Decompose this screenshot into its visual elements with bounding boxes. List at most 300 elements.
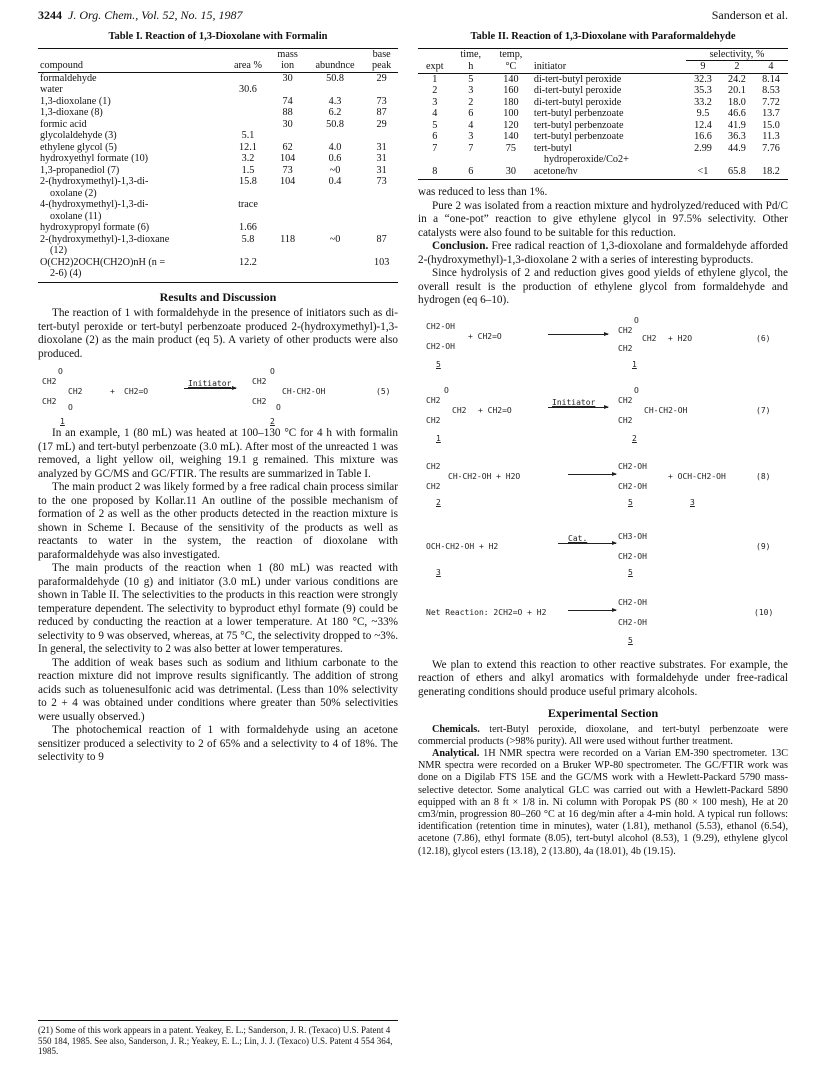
table-cell: 16.6 [694, 131, 712, 142]
table-row [38, 96, 398, 108]
eq6-ring-ch2-c: CH2 [618, 343, 633, 353]
table-cell: 7.72 [762, 96, 780, 108]
table-cell: 4 [468, 119, 474, 131]
table-cell: 5.1 [241, 130, 255, 141]
table-cell: 4 [432, 108, 438, 119]
eq7-product: CH-CH2-OH [644, 405, 688, 415]
table-cell: 88 [282, 107, 293, 118]
table-cell [270, 188, 304, 200]
table-row [418, 120, 788, 132]
results-paragraph-4: The main products of the reaction when 1 (80 mL) was reacted with paraformaldehyde (10 g) and initiator (3.0 mL) under various conditions are shown in Table II. The selectivities to the products in this reaction were strongly temperature dependent. The selectivity to byproduct ethyl formate (9) could be reduced by conducting the reaction at a lower temperature. At 180 °C, ~33% selectivity to 9 was observed, whereas, at 75 °C, the selectivity dropped to ~3%. In general, the selectivity to 2 was also better at lower temperatures. [38, 562, 398, 655]
table-cell: 12.2 [239, 256, 257, 268]
table-cell: 15.0 [762, 119, 780, 131]
table2-head-cell: expt [418, 61, 452, 74]
table-cell: 5 [468, 73, 474, 85]
table-cell [225, 268, 270, 282]
table-cell [270, 257, 304, 269]
table-cell: water [40, 84, 63, 95]
table-cell [452, 154, 490, 166]
eq7-ring-ch2-a: CH2 [426, 395, 441, 405]
table-cell [305, 188, 366, 200]
table-cell [305, 268, 366, 282]
table1-head-top-cell: base [365, 48, 398, 60]
eq5-product: CH-CH2-OH [282, 387, 326, 396]
table-cell [305, 257, 366, 269]
table-cell: 7.76 [762, 142, 780, 154]
table1-head-cell: abundnce [305, 60, 366, 72]
eq6-formaldehyde: + CH2=O [468, 331, 502, 341]
table-cell: 30 [282, 118, 293, 130]
eq6-label: (6) [756, 333, 771, 343]
table-cell: 4-(hydroxymethyl)-1,3-di- [40, 199, 149, 210]
table-cell: 2-(hydroxymethyl)-1,3-dioxane [40, 233, 170, 245]
table2-header-top [418, 48, 788, 61]
results-paragraph-6: The photochemical reaction of 1 with formaldehyde using an acetone sensitizer produced a selectivity to 2 of 65% and a selectivity to 4 of 18%. The selectivity to 9 [38, 724, 398, 763]
eq9-arrow [558, 543, 616, 544]
table-cell: 74 [282, 95, 293, 107]
conclusion-text: Free radical reaction of 1,3-dioxolane and formaldehyde afforded 2-(hydroxymethyl)-1,3-dioxolane 2 with a series of interesting byproducts. [418, 240, 788, 266]
table-cell: acetone/hν [532, 166, 686, 180]
table1 [38, 48, 398, 283]
table-cell: 1.66 [239, 222, 257, 233]
table-cell: 31 [376, 164, 387, 176]
table-cell: 31 [376, 141, 387, 153]
results-paragraph-1: The reaction of 1 with formaldehyde in the presence of initiators such as di-tert-butyl peroxide or tert-butyl perbenzoate produced 2-(hydroxymethyl)-1,3-dioxolane (2) as the main product (eq 5). A variety of other products were also produced. [38, 307, 398, 360]
table-cell: 20.1 [728, 85, 746, 96]
table-row [418, 108, 788, 120]
eq8-num-3: 3 [690, 497, 695, 507]
table-cell: 46.6 [728, 108, 746, 119]
chemicals-label: Chemicals. [432, 723, 480, 735]
table-cell: 103 [374, 256, 390, 268]
journal-name: J. Org. Chem., [68, 8, 139, 22]
table-cell: ~0 [329, 164, 341, 176]
table-cell [225, 119, 270, 131]
table-cell [270, 268, 304, 282]
table-cell: 50.8 [326, 118, 344, 130]
right-column [418, 30, 788, 858]
table-row [38, 107, 398, 119]
table1-header [38, 60, 398, 72]
eq7-ring-ch2-b: CH2 [452, 405, 467, 415]
table-cell: 3 [432, 96, 438, 108]
eq7-prod-o: O [634, 385, 639, 395]
eq5-label: (5) [376, 387, 391, 396]
table-cell [490, 154, 532, 166]
eq7-num-2: 2 [632, 433, 637, 443]
results-heading: Results and Discussion [159, 289, 277, 304]
table-cell: 65.8 [720, 166, 754, 180]
results-paragraph-2: In an example, 1 (80 mL) was heated at 100–130 °C for 4 h with formalin (17 mL) and tert-butyl perbenzoate (3.0 mL). After most of the unreacted 1 was removed, a light yellow oil, weighing 19.1 g remained. This mixture was analyzed by GC/MS and GC/FTIR. The results are summarized in Table I. [38, 427, 398, 480]
table-cell: 18.2 [754, 166, 788, 180]
table-cell: tert-butyl perbenzoate [533, 108, 624, 119]
eq10-label: (10) [754, 607, 774, 617]
equation-5 [38, 361, 398, 427]
table-cell: tert-butyl [533, 142, 572, 154]
table-cell: 62 [282, 141, 293, 153]
table2-head-temp: temp, [490, 48, 532, 61]
conclusion-label: Conclusion. [432, 240, 489, 252]
table-cell: 6 [452, 166, 490, 180]
table-cell: 2-(hydroxymethyl)-1,3-di- [40, 176, 149, 187]
running-authors: Sanderson et al. [711, 8, 788, 22]
table-cell: 3.2 [241, 153, 255, 164]
table2-head-time: time, [452, 48, 490, 61]
table-cell: 180 [503, 96, 519, 108]
table-cell [365, 245, 398, 257]
table-cell: 75 [505, 142, 516, 154]
table-cell: 4.3 [328, 95, 342, 107]
table-cell [225, 96, 270, 108]
eq6-ch2oh-a: CH2-OH [426, 321, 455, 331]
table-cell: 9.5 [696, 108, 710, 119]
eq5-ring-ch2-a: CH2 [42, 377, 57, 386]
table-cell: 100 [503, 108, 519, 119]
table-cell: hydroperoxide/Co2+ [543, 154, 629, 165]
eq5-formaldehyde: CH2=O [124, 387, 149, 396]
eq6-ring-ch2-a: CH2 [618, 325, 633, 335]
table1-head-top-cell [305, 48, 366, 60]
table2-body [418, 73, 788, 180]
eq8-ch2oh-a: CH2-OH [618, 461, 647, 471]
table-cell [418, 154, 452, 166]
table-cell: 140 [503, 131, 519, 142]
eq10-net-reaction: Net Reaction: 2CH2=O + H2 [426, 607, 547, 617]
eq5-prod-ch2-b: CH2 [252, 397, 267, 406]
table2-head-cell: 4 [754, 61, 788, 74]
table-row [38, 130, 398, 142]
table2-head-cell: 9 [686, 61, 720, 74]
table-cell: oxolane (11) [50, 210, 102, 222]
right-paragraph-1: was reduced to less than 1%. [418, 186, 548, 198]
eq7-initiator-label: Initiator [552, 397, 596, 407]
table-cell: 3 [468, 131, 474, 142]
table-cell: 6 [468, 108, 474, 119]
table2-selectivity-group: selectivity, % [686, 48, 788, 61]
eq5-ring-ch2-c: CH2 [42, 397, 57, 406]
table-cell: (12) [50, 245, 67, 256]
table-cell [365, 211, 398, 223]
table-cell: 0.4 [328, 176, 342, 187]
table-row [38, 268, 398, 282]
table-cell: 5.8 [241, 233, 255, 245]
table-cell [225, 188, 270, 200]
table-cell: 36.3 [728, 131, 746, 142]
table-cell: O(CH2)2OCH(CH2O)nH (n = [40, 256, 166, 268]
table-cell: 35.3 [694, 85, 712, 96]
table-cell [305, 245, 366, 257]
right-paragraph-4: Since hydrolysis of 2 and reduction gives good yields of ethylene glycol, the overall result is the production of ethylene glycol from formaldehyde and hydrogen (eq 6–10). [418, 267, 788, 306]
table-cell: hydroxyethyl formate (10) [40, 153, 149, 164]
table-cell: 6.2 [328, 107, 342, 118]
table-cell [305, 84, 366, 96]
eq6-arrow [548, 334, 608, 335]
table-cell [270, 211, 304, 223]
table-cell: 6 [432, 131, 438, 142]
eq9-reactant: OCH-CH2-OH + H2 [426, 541, 499, 551]
eq10-num-5: 5 [628, 635, 633, 645]
table-cell: 2 [468, 96, 474, 108]
eq7-prod-ch2-a: CH2 [618, 395, 633, 405]
eq8-ring-ch2-a: CH2 [426, 461, 441, 471]
table1-caption: Table I. Reaction of 1,3-Dioxolane with Formalin [108, 31, 328, 42]
eq8-ch2oh-b: CH2-OH [618, 481, 647, 491]
table-cell: di-tert-butyl peroxide [533, 85, 622, 96]
table-cell [270, 84, 304, 96]
eq6-num-5: 5 [436, 359, 441, 369]
table-cell: 33.2 [694, 96, 712, 108]
table-cell: 50.8 [326, 72, 344, 84]
table-cell: 73 [376, 176, 387, 187]
experimental-heading: Experimental Section [547, 706, 659, 720]
table2-head-cell: initiator [532, 61, 686, 74]
table-cell: 7 [468, 142, 474, 154]
table-row [418, 73, 788, 85]
eq8-label: (8) [756, 471, 771, 481]
eq10-ch2oh-a: CH2-OH [618, 597, 647, 607]
table-cell: 140 [503, 73, 519, 85]
eq9-num-5: 5 [628, 567, 633, 577]
table1-head-cell: compound [38, 60, 225, 72]
table-row [38, 142, 398, 154]
table2-header [418, 61, 788, 74]
eq5-num-2: 2 [270, 417, 275, 426]
table-cell: 104 [279, 153, 296, 164]
table-cell: 13.7 [762, 108, 780, 119]
table-row [38, 153, 398, 165]
table-cell: tert-butyl perbenzoate [533, 131, 624, 142]
table-row [418, 131, 788, 143]
table-cell: 8.14 [762, 73, 780, 85]
table-cell: 41.9 [728, 119, 746, 131]
table-cell [365, 130, 398, 142]
table-cell: 1,3-propanediol (7) [40, 164, 120, 176]
eq5-prod-o2: O [276, 403, 281, 412]
eq6-ring-o: O [634, 315, 639, 325]
table-row [38, 165, 398, 177]
table-cell [305, 211, 366, 223]
eq5-arrow [184, 388, 236, 389]
eq5-ring-o2: O [68, 403, 73, 412]
table-cell [305, 130, 366, 142]
table-cell: 7 [432, 142, 438, 154]
table-row [38, 176, 398, 188]
table-cell: 44.9 [728, 142, 746, 154]
right-paragraph-5: We plan to extend this reaction to other reactive substrates. For example, the reaction of ethers and alkyl aromatics with formaldehyde under free-radical generating conditions should produce useful primary alcohols. [418, 658, 788, 698]
eq7-prod-ch2-b: CH2 [618, 415, 633, 425]
eq6-num-1: 1 [632, 359, 637, 369]
table-row [38, 188, 398, 200]
table-cell [270, 245, 304, 257]
table-cell: di-tert-butyl peroxide [533, 73, 622, 85]
table1-head-top-cell [225, 48, 270, 60]
table-cell [225, 245, 270, 257]
table-row [38, 234, 398, 246]
results-paragraph-5: The addition of weak bases such as sodium and lithium carbonate to the reaction mixture did not improve results significantly. The addition of strong acids such as toluenesulfonic acid was detrimental. (Less than 10% selectivity to 2 + 4 was obtained under conditions where greater than 50% selectivities were usually observed.) [38, 656, 398, 723]
eq5-ring-ch2-b: CH2 [68, 387, 83, 396]
table-cell: glycolaldehyde (3) [40, 130, 117, 141]
footnote-21: (21) Some of this work appears in a patent. Yeakey, E. L.; Sanderson, J. R. (Texaco) U.S. Patent 4 550 184, 1985. See also, Sanderson, J. R.; Yeakey, E. L.; Lin, J. J. (Texaco) U.S. Patent 4 554 364, 1985. [38, 1020, 398, 1057]
table2 [418, 48, 788, 181]
table-cell [270, 130, 304, 142]
table-row [38, 199, 398, 211]
eq5-num-1: 1 [60, 417, 65, 426]
eq8-ring-ch2-b: CH2 [426, 481, 441, 491]
table-cell [686, 154, 720, 166]
table-cell: tert-butyl perbenzoate [533, 119, 624, 131]
table-cell: 73 [376, 95, 387, 107]
table-cell: 87 [376, 107, 387, 118]
eq5-prod-ch2-a: CH2 [252, 377, 267, 386]
left-column [38, 30, 398, 765]
results-paragraph-3: The main product 2 was likely formed by a free radical chain process similar to the one proposed by Kollar.11 An outline of the possible mechanism of formation of 2 as well as the other products detected in the reaction mixture is shown in Scheme I. Because of the sensitivity of the products as well as reactants to water in the system, the reaction of dioxolane with paraformaldehyde was also investigated. [38, 481, 398, 561]
table-cell [365, 84, 398, 96]
table-row [418, 85, 788, 97]
eq9-ch3oh: CH3-OH [618, 531, 647, 541]
table-cell: 30 [490, 166, 532, 180]
table-cell: 118 [280, 233, 296, 245]
eq9-label: (9) [756, 541, 771, 551]
table-cell: 1.5 [241, 164, 255, 176]
table-cell: 4.0 [328, 141, 342, 153]
table-cell [225, 72, 270, 84]
table1-head-cell: area % [225, 60, 270, 72]
analytical-label: Analytical. [432, 747, 480, 759]
eq7-ring-o: O [444, 385, 449, 395]
table-cell: 24.2 [728, 73, 746, 85]
journal-citation [38, 8, 243, 23]
table-cell [365, 222, 398, 234]
table-cell [365, 188, 398, 200]
eq9-ch2oh: CH2-OH [618, 551, 647, 561]
chemicals-text: tert-Butyl peroxide, dioxolane, and tert-butyl perbenzoate were commercial products (>98% purity). All were used without further treatment. [418, 723, 788, 747]
table-row [418, 154, 788, 166]
table-cell: oxolane (2) [50, 187, 97, 199]
table-cell: formaldehyde [40, 72, 97, 84]
table-cell [225, 107, 270, 119]
table-cell: 1,3-dioxolane (1) [40, 95, 111, 107]
eq10-ch2oh-b: CH2-OH [618, 617, 647, 627]
table-row [38, 222, 398, 234]
table-cell: 8.53 [762, 85, 780, 96]
table-row [418, 166, 788, 180]
table-cell: 160 [503, 85, 519, 96]
table-cell: 87 [376, 233, 387, 245]
eq7-num-1: 1 [436, 433, 441, 443]
table-row [38, 245, 398, 257]
table-cell: 15.8 [239, 176, 257, 187]
table-cell: 104 [279, 176, 296, 187]
table-cell: 31 [376, 153, 387, 164]
table-cell [270, 222, 304, 234]
table1-head-cell: ion [270, 60, 304, 72]
table-cell: 2 [432, 85, 438, 96]
table-cell: di-tert-butyl peroxide [533, 96, 622, 108]
eq5-ring-o: O [58, 367, 63, 376]
table-cell: 73 [282, 164, 293, 176]
table-row [38, 257, 398, 269]
right-paragraph-2: Pure 2 was isolated from a reaction mixture and hydrolyzed/reduced with Pd/C in a “one-pot” reaction to give ethylene glycol in 97.5% selectivity. Other catalysts were also found to be suitable for this reduction. [418, 199, 788, 239]
eq8-glycolaldehyde: + OCH-CH2-OH [668, 471, 726, 481]
table-cell: 18.0 [728, 96, 746, 108]
table-cell [225, 211, 270, 223]
table-cell: trace [238, 199, 258, 210]
table-cell: 30 [282, 72, 293, 84]
table-row [38, 211, 398, 223]
eq6-ch2oh-b: CH2-OH [426, 341, 455, 351]
table-cell [754, 154, 788, 166]
table-cell: <1 [686, 166, 720, 180]
table-cell: 11.3 [762, 131, 780, 142]
eq8-num-5: 5 [628, 497, 633, 507]
table2-head-cell: 2 [720, 61, 754, 74]
table-row [418, 143, 788, 155]
journal-volume: Vol. 52, No. 15, 1987 [141, 8, 243, 22]
eq5-plus: + [110, 387, 115, 396]
eq9-cat-label: Cat. [568, 533, 588, 543]
eq6-water: + H2O [668, 333, 693, 343]
table2-head-cell: h [452, 61, 490, 74]
table-cell: formic acid [40, 118, 87, 130]
page-number: 3244 [38, 8, 62, 22]
table-cell: 29 [376, 72, 387, 84]
eq6-ring-ch2-b: CH2 [642, 333, 657, 343]
table-cell [720, 154, 754, 166]
eq10-arrow [568, 610, 616, 611]
table-cell: ~0 [329, 233, 341, 245]
table-cell [305, 222, 366, 234]
table-cell: 1 [432, 73, 438, 85]
analytical-text: 1H NMR spectra were recorded on a Varian EM-390 spectrometer. 13C NMR spectra were recorded on a Bruker WP-80 spectrometer. The GC/FTIR work was done on a Digilab FTS 15E and the GC/MS work with a Hewlett-Packard 5790 mass-selective detector. Some analytical GLC was carried out with a Hewlett-Packard 5890 equipped with an 8 ft × 1/8 in. Ni column with Poropak PS (80 × 100 mesh), He at 20 cm3/min, progression 80–260 °C at 16 deg/min after a 4-min hold. A typical run follows: identification (retention time in minutes), water (1.81), methanol (5.53), ethanol (6.54), acetone (7.86), ethyl formate (8.05), tert-butyl alcohol (8.53), 1 (9.29), ethylene glycol (12.18), glycol esters (13.18), 2 (13.80), 4a (18.01), 4b (19.15). [418, 747, 788, 857]
table1-head-top-cell [38, 48, 225, 60]
table1-head-cell: peak [365, 60, 398, 72]
table-cell: 2.99 [694, 142, 712, 154]
table1-header-top [38, 48, 398, 60]
table-row [418, 97, 788, 109]
eq8-arrow [568, 474, 616, 475]
table-row [38, 84, 398, 96]
table-row [38, 72, 398, 84]
table2-caption: Table II. Reaction of 1,3-Dioxolane with Paraformaldehyde [470, 31, 736, 42]
table1-head-top-cell: mass [270, 48, 304, 60]
table-cell: 12.4 [694, 119, 712, 131]
eq7-label: (7) [756, 405, 771, 415]
equations-6-10 [418, 314, 788, 659]
table-cell: 120 [503, 119, 519, 131]
table1-body [38, 72, 398, 282]
table2-head-cell: °C [490, 61, 532, 74]
table-cell: 0.6 [328, 153, 342, 164]
table-cell [305, 199, 366, 211]
eq9-num-3: 3 [436, 567, 441, 577]
eq7-arrow [548, 407, 608, 408]
table-cell: 1,3-dioxane (8) [40, 107, 103, 118]
table-cell: 30.6 [239, 84, 257, 95]
table-cell [365, 268, 398, 282]
table-cell: 29 [376, 118, 387, 130]
table-cell: 8 [418, 166, 452, 180]
table-cell: 5 [432, 119, 438, 131]
eq8-reactant: CH-CH2-OH + H2O [448, 471, 521, 481]
eq5-prod-o: O [270, 367, 275, 376]
table-cell: hydroxypropyl formate (6) [40, 222, 150, 233]
table-cell: 2-6) (4) [38, 268, 225, 282]
table-row [38, 119, 398, 131]
eq7-ring-ch2-c: CH2 [426, 415, 441, 425]
table-cell: ethylene glycol (5) [40, 141, 117, 153]
table-cell [270, 199, 304, 211]
table-cell: 3 [468, 85, 474, 96]
